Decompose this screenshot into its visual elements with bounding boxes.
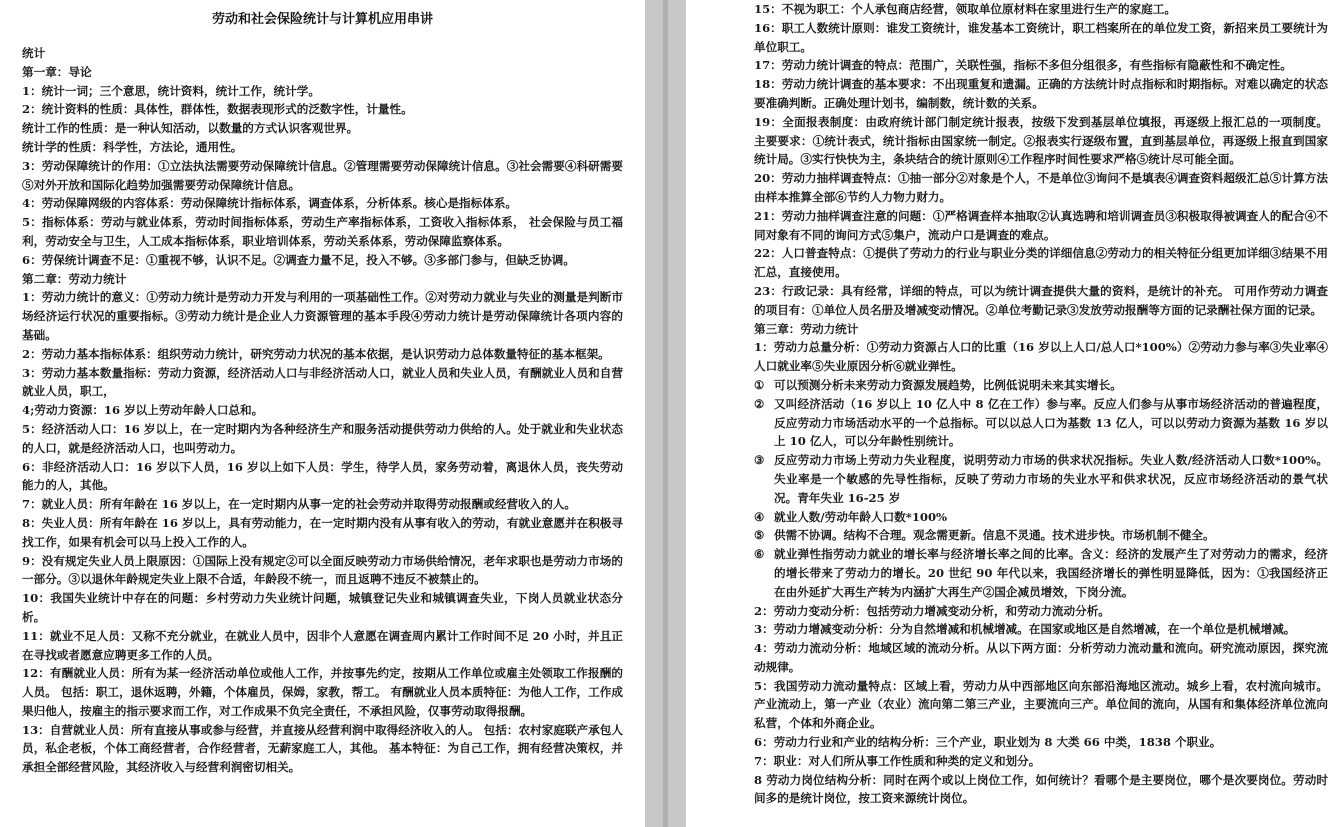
- document-page-right: [686, 0, 1332, 827]
- paragraph: 4：劳动力流动分析：地域区域的流动分析。从以下两方面：分析劳动力流动量和流向。研究流动原因，探究流动规律。: [754, 641, 1328, 674]
- paragraph: 15：不视为职工：个人承包商店经营，领取单位原材料在家里进行生产的家庭工。: [754, 2, 1176, 16]
- paragraph: 2：劳动力基本指标体系：组织劳动力统计，研究劳动力状况的基本依据，是认识劳动力总体数量特征的基本框架。: [22, 346, 610, 361]
- paragraph: 8 劳动力岗位结构分析：同时在两个或以上岗位工作，如何统计？看哪个是主要岗位，哪个是次要岗位。劳动时间多的是统计岗位，按工资来源统计岗位。: [754, 772, 1328, 806]
- paragraph: 6：劳保统计调查不足：①重视不够，认识不足。②调查力量不足，投入不够。③多部门参与，但缺乏协调。: [22, 252, 575, 267]
- paragraph: 5：指标体系：劳动与就业体系，劳动时间指标体系，劳动生产率指标体系，工资收入指标体系， 社会保险与员工福利，劳动安全与卫生，人工成本指标体系，职业培训体系，劳动关系体系，劳动保障监察体系。: [22, 215, 623, 248]
- paragraph: 3：劳动保障统计的作用：①立法执法需要劳动保障统计信息。②管理需要劳动保障统计信息。③社会需要④科研需要⑤对外开放和国际化趋势加强需要劳动保障统计信息。: [22, 158, 623, 192]
- circled-number: ③: [754, 453, 765, 468]
- paragraph: 1：劳动力统计的意义：①劳动力统计是劳动力开发与利用的一项基础性工作。②对劳动力就业与失业的测量是判断市场经济运行状况的重要指标。③劳动力统计是企业人力资源管理的基本手段④劳动力统计是劳动保障统计各项内容的基础。: [22, 290, 623, 342]
- paragraph: 8：失业人员：所有年龄在 16 岁以上，具有劳动能力，在一定时期内没有从事有收入的劳动，有就业意愿并在积极寻找工作，如果有机会可以马上投入工作的人。: [22, 515, 623, 549]
- circled-text: 就业弹性指劳动力就业的增长率与经济增长率之间的比率。含义：经济的发展产生了对劳动力的需求，经济的增长带来了劳动力的增长。20 世纪 90 年代以来，我国经济增长的弹性明显降低，因为：①我国经济正在由外延扩大再生产转为内涵扩大再生产②国企减员增效，下岗分流。: [774, 547, 1328, 599]
- document-title: 劳动和社会保险统计与计算机应用串讲: [211, 12, 433, 27]
- paragraph: 19：全面报表制度：由政府统计部门制定统计报表，按级下发到基层单位填报，再逐级上报汇总的一项制度。 主要要求：①统计表式，统计指标由国家统一制定。②报表实行逐级布置，直到基层单位，再逐级上报直到国家统计局。③实行快快为主，条块结合的统计原则④工作程序时间性要求严格⑤统计尽可能全面。: [754, 114, 1328, 167]
- paragraph: 23：行政记录：具有经常，详细的特点，可以为统计调查提供大量的资料，是统计的补充。 可用作劳动力调查的项目有：①单位人员名册及增减变动情况。②单位考勤记录③发放劳动报酬等方面的记录酬社保方面的记录。: [754, 283, 1328, 317]
- circled-number: ⑤: [754, 528, 765, 543]
- paragraph: 2：劳动力变动分析：包括劳动力增减变动分析，和劳动力流动分析。: [754, 603, 1110, 618]
- page-gap: [645, 0, 686, 827]
- paragraph: 4;劳动力资源：16 岁以上劳动年龄人口总和。: [22, 403, 264, 418]
- circled-list-item: [754, 395, 1328, 451]
- circled-text: 又叫经济活动（16 岁以上 10 亿人中 8 亿在工作）参与率。反应人们参与从事市场经济活动的普遍程度，反应劳动力市场活动水平的一个总指标。可以以总人口为基数 13 亿人，可以以劳动力资源为基数 16 岁以上 10 亿人，可以分年龄性别统计。: [774, 396, 1328, 449]
- paragraph: 统计: [22, 46, 46, 60]
- paragraph: 第二章：劳动力统计: [22, 271, 127, 286]
- paragraph: 13：自营就业人员：所有直接从事或参与经营，并直接从经营利润中取得经济收入的人。 包括：农村家庭联产承包人员，私企老板，个体工商经营者，合作经营者，无薪家庭工人，其他。 基本特征：为自己工作，拥有经营决策权，并承担全部经营风险，其经济收入与经营利润密切相关。: [22, 722, 623, 775]
- paragraph: 22：人口普查特点：①提供了劳动力的行业与职业分类的详细信息②劳动力的相关特征分组更加详细③结果不用汇总，直接使用。: [754, 246, 1328, 280]
- paragraph: 21：劳动力抽样调查注意的问题：①严格调查样本抽取②认真选聘和培训调查员③积极取得被调查人的配合④不同对象有不同的询问方式⑤集户，流动户口是调查的难点。: [754, 208, 1328, 242]
- paragraph: 17：劳动力统计调查的特点：范围广，关联性强，指标不多但分组很多，有些指标有隐蔽性和不确定性。: [754, 58, 1292, 73]
- circled-text: 就业人数/劳动年龄人口数*100%: [774, 509, 948, 524]
- paragraph: 3：劳动力增减变动分析：分为自然增减和机械增减。在国家或地区是自然增减，在一个单位是机械增减。: [754, 622, 1296, 637]
- paragraph: 4：劳动保障网级的内容体系：劳动保障统计指标体系，调查体系，分析体系。核心是指标体系。: [22, 196, 518, 211]
- paragraph: 统计工作的性质：是一种认知活动，以数量的方式认识客观世界。: [22, 121, 359, 136]
- right-body-circled-list: [754, 376, 1328, 602]
- circled-text: 供需不协调。结构不合理。观念需更新。信息不灵通。技术进步快。市场机制不健全。: [774, 528, 1215, 543]
- paragraph: 6：非经济活动人口：16 岁以下人员，16 岁以上如下人员：学生，待学人员，家务劳动着，离退休人员，丧失劳动能力的人，其他。: [22, 459, 623, 493]
- paragraph: 20：劳动力抽样调查特点：①抽一部分②对象是个人，不是单位③询问不是填表④调查资料超级汇总⑤计算方法由样本推算全部⑥节约人力物力财力。: [754, 171, 1328, 204]
- document-page-left: [0, 0, 645, 827]
- paragraph: 1：劳动力总量分析：①劳动力资源占人口的比重（16 岁以上人口/总人口*100%）②劳动力参与率③失业率④人口就业率⑤失业原因分析⑥就业弹性。: [754, 340, 1328, 374]
- paragraph: 5：我国劳动力流动量特点：区域上看，劳动力从中西部地区向东部沿海地区流动。城乡上看，农村流向城市。产业流动上，第一产业（农业）流向第二第三产业，主要流向三产。单位间的流向，从国有和集体经济单位流向私营，个体和外商企业。: [754, 678, 1328, 731]
- paragraph: 第三章：劳动力统计: [754, 321, 859, 336]
- circled-number: ①: [754, 377, 765, 392]
- paragraph: 16：职工人数统计原则：谁发工资统计，谁发基本工资统计，职工档案所在的单位发工资，新招来员工要统计为单位职工。: [754, 20, 1328, 54]
- paragraph: 7：职业：对人们所从事工作性质和种类的定义和划分。: [754, 753, 1041, 768]
- circled-number: ②: [754, 396, 765, 411]
- circled-list-item: [754, 545, 1328, 601]
- paragraph: 1：统计一词；三个意思，统计资料，统计工作，统计学。: [22, 83, 320, 98]
- circled-list-item: [754, 508, 1328, 527]
- left-body: [22, 44, 623, 777]
- paragraph: 18：劳动力统计调查的基本要求：不出现重复和遗漏。正确的方法统计时点指标和时期指标。对难以确定的状态要准确判断。正确处理计划书，编制数，统计数的关系。: [754, 77, 1328, 110]
- paragraph: 10：我国失业统计中存在的问题：乡村劳动力失业统计问题，城镇登记失业和城镇调查失业，下岗人员就业状态分析。: [22, 591, 623, 624]
- circled-number: ④: [754, 509, 765, 524]
- paragraph: 第一章：导论: [22, 64, 92, 79]
- paragraph: 11：就业不足人员：又称不充分就业，在就业人员中，因非个人意愿在调查周内累计工作时间不足 20 小时，并且正在寻找或者愿意应聘更多工作的人员。: [22, 628, 623, 662]
- paragraph: 统计学的性质：科学性，方法论，通用性。: [22, 139, 243, 154]
- circled-list-item: [754, 451, 1328, 507]
- paragraph: 5：经济活动人口：16 岁以上，在一定时期内为各种经济生产和服务活动提供劳动力供给的人。处于就业和失业状态的人口，就是经济活动人口，也叫劳动力。: [22, 421, 623, 455]
- right-body-top: [754, 0, 1328, 376]
- circled-text: 可以预测分析未来劳动力资源发展趋势，比例低说明未来其实增长。: [774, 377, 1122, 392]
- circled-list-item: [754, 526, 1328, 545]
- circled-list-item: [754, 376, 1328, 395]
- circled-number: ⑥: [754, 547, 765, 562]
- paragraph: 12：有酬就业人员：所有为某一经济活动单位或他人工作，并按事先约定，按期从工作单位或雇主处领取工作报酬的人员。 包括：职工，退休返聘，外籍，个体雇员，保姆，家教，帮工。 有酬就业人员本质特征：为他人工作，工作成果归他人，按雇主的指示要求而工作，对工作成果不负完全责任，不承担风险，仅事劳动取得报酬。: [22, 666, 623, 718]
- paragraph: 3：劳动力基本数量指标：劳动力资源，经济活动人口与非经济活动人口，就业人员和失业人员，有酬就业人员和自营就业人员，职工，: [22, 365, 623, 399]
- paragraph: 9：没有规定失业人员上限原因：①国际上没有规定②可以全面反映劳动力市场供给情况，老年求职也是劳动力市场的一部分。③以退休年龄规定失业上限不合适，年龄段不统一，而且返聘不违反不被禁止的。: [22, 553, 623, 587]
- paragraph: 7：就业人员：所有年龄在 16 岁以上，在一定时期内从事一定的社会劳动并取得劳动报酬或经营收入的人。: [22, 497, 576, 512]
- right-body-bottom: [754, 602, 1328, 809]
- paragraph: 2：统计资料的性质：具体性，群体性，数据表现形式的泛数字性，计量性。: [22, 102, 413, 117]
- circled-text: 反应劳动力市场上劳动力失业程度，说明劳动力市场的供求状况指标。失业人数/经济活动人口数*100%。失业率是一个敏感的先导性指标，反映了劳动力市场的失业水平和供求状况，反应市场经济活动的景气状况。青年失业 16-25 岁: [774, 453, 1328, 505]
- paragraph: 6：劳动力行业和产业的结构分析：三个产业，职业划为 8 大类 66 中类，1838 个职业。: [754, 735, 1222, 750]
